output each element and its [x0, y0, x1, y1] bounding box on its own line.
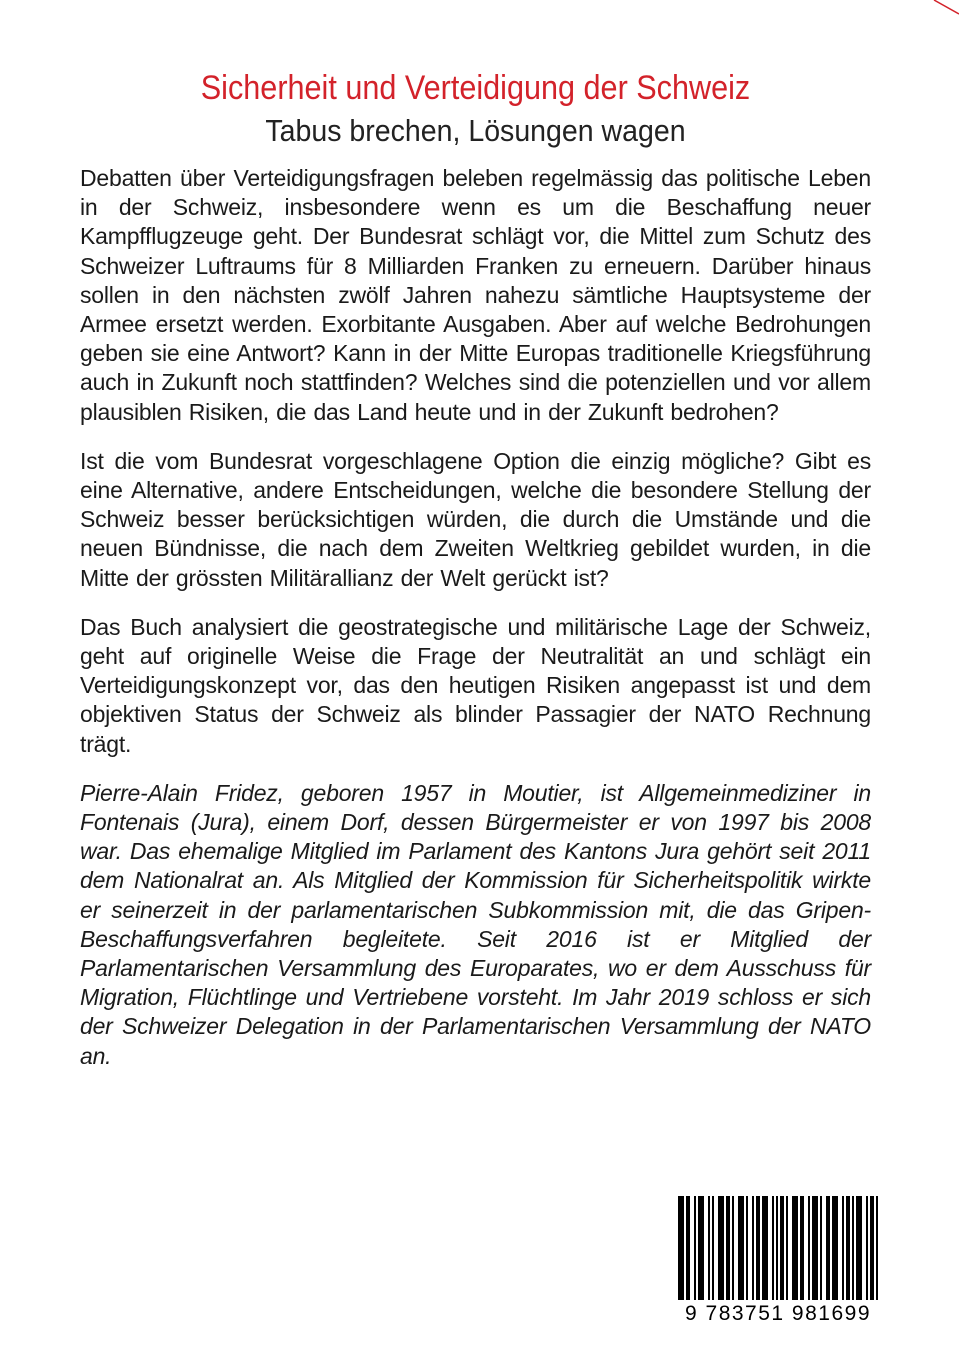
- barcode-bar: [870, 1196, 872, 1300]
- barcode-bar: [762, 1196, 764, 1300]
- barcode-bar: [682, 1196, 684, 1300]
- barcode-bar: [720, 1196, 722, 1300]
- author-bio: Pierre-Alain Fridez, geboren 1957 in Moutier, ist Allgemeinmediziner in Fontenais (Jura), einem Dorf, dessen Bürgermeister er von 1997 bis 2008 war. Das ehemalige Mitglied im Parlament des Kantons Jura gehört seit 2011 dem Nationalrat an. Als Mitglied der Kommission für Sicherheitspolitik wirkte er seinerzeit in der parlamentarischen Subkommission mit, die das Gripen-Beschaffungsverfahren begleitete. Seit 2016 ist er Mitglied der Parlamentarischen Versammlung des Europarates, wo er dem Ausschuss für Migration, Flüchtlinge und Vertriebene vorsteht. Im Jahr 2019 schloss er sich der Schweizer Delegation in der Parlamentarischen Versammlung der NATO an.: [80, 779, 871, 1069]
- barcode-bar: [776, 1196, 778, 1300]
- barcode-bar: [846, 1196, 848, 1300]
- barcode-bar: [816, 1196, 818, 1300]
- barcode-bar: [780, 1196, 782, 1300]
- barcode-bar: [764, 1196, 766, 1300]
- barcode-bar: [814, 1196, 816, 1300]
- book-subtitle: Tabus brechen, Lösungen wagen: [265, 113, 686, 148]
- barcode-bar: [698, 1196, 700, 1300]
- barcode-bar: [718, 1196, 720, 1300]
- barcode-bar: [792, 1196, 794, 1300]
- corner-crop-mark: [929, 0, 959, 20]
- barcode-bar: [752, 1196, 754, 1300]
- barcode-bar: [834, 1196, 836, 1300]
- isbn-number: 9 783751 981699: [685, 1302, 871, 1325]
- barcode-bar: [800, 1196, 802, 1300]
- barcode-bar: [678, 1196, 680, 1300]
- barcode-bar: [700, 1196, 702, 1300]
- isbn-barcode: [678, 1196, 878, 1331]
- barcode-bar: [856, 1196, 858, 1300]
- book-title: Sicherheit und Verteidigung der Schweiz: [200, 69, 751, 107]
- barcode-bar: [796, 1196, 798, 1300]
- barcode-bar: [832, 1196, 834, 1300]
- barcode-bar: [746, 1196, 748, 1300]
- blurb-paragraph-1: Debatten über Verteidigungsfragen beleben regelmässig das politische Leben in der Schweiz, insbesondere wenn es um die Beschaffung neuer Kampfflugzeuge geht. Der Bundesrat schlägt vor, die Mittel zum Schutz des Schweizer Luftraums für 8 Milliarden Franken zu erneuern. Darüber hinaus sollen in den nächsten zwölf Jahren nahezu sämtliche Hauptsysteme der Armee ersetzt werden. Exorbitante Ausgaben. Aber auf welche Bedrohungen geben sie eine Antwort? Kann in der Mitte Europas traditionelle Kriegsführung auch in Zukunft noch stattfinden? Welches sind die potenziellen und vor allem plausiblen Risiken, die das Land heute und in der Zukunft bedrohen?: [80, 165, 871, 425]
- barcode-bar: [876, 1196, 878, 1300]
- blurb-paragraph-2: Ist die vom Bundesrat vorgeschlagene Option die einzig mögliche? Gibt es eine Alternative, andere Entscheidungen, welche die besondere Stellung der Schweiz besser berücksichtigen würden, die durch die Umstände und die neuen Bündnisse, die nach dem Zweiten Weltkrieg gebildet wurden, in die Mitte der grössten Militärallianz der Welt gerückt ist?: [80, 447, 871, 591]
- barcode-bar: [742, 1196, 744, 1300]
- barcode-bar: [808, 1196, 810, 1300]
- barcode-bar: [820, 1196, 822, 1300]
- barcode-bar: [686, 1196, 688, 1300]
- barcode-bar: [782, 1196, 784, 1300]
- barcode-bar: [680, 1196, 682, 1300]
- barcode-bar: [858, 1196, 860, 1300]
- barcode-bar: [694, 1196, 696, 1300]
- barcode-bar: [872, 1196, 874, 1300]
- barcode-bar: [848, 1196, 850, 1300]
- barcode-icon: [678, 1196, 878, 1304]
- barcode-bar: [728, 1196, 730, 1300]
- barcode-bar: [688, 1196, 690, 1300]
- barcode-bar: [842, 1196, 844, 1300]
- barcode-bar: [766, 1196, 768, 1300]
- barcode-bar: [712, 1196, 714, 1300]
- barcode-bar: [738, 1196, 740, 1300]
- barcode-bar: [772, 1196, 774, 1300]
- barcode-bar: [860, 1196, 862, 1300]
- barcode-bar: [756, 1196, 758, 1300]
- barcode-bar: [702, 1196, 704, 1300]
- barcode-bar: [828, 1196, 830, 1300]
- barcode-bar: [812, 1196, 814, 1300]
- barcode-bar: [826, 1196, 828, 1300]
- barcode-bar: [802, 1196, 804, 1300]
- barcode-bar: [866, 1196, 868, 1300]
- barcode-bar: [726, 1196, 728, 1300]
- blurb-paragraph-3: Das Buch analysiert die geostrategische und militärische Lage der Schweiz, geht auf originelle Weise die Frage der Neutralität an und schlägt ein Verteidigungskonzept vor, das den heutigen Risiken angepasst ist und dem objektiven Status der Schweiz als blinder Passagier der NATO Rechnung trägt.: [80, 613, 871, 757]
- barcode-bar: [758, 1196, 760, 1300]
- barcode-bar: [708, 1196, 710, 1300]
- barcode-bar: [786, 1196, 788, 1300]
- barcode-bar: [852, 1196, 854, 1300]
- barcode-bar: [722, 1196, 724, 1300]
- barcode-bar: [794, 1196, 796, 1300]
- back-cover-content: [80, 66, 871, 1091]
- barcode-bar: [836, 1196, 838, 1300]
- barcode-bar: [732, 1196, 734, 1300]
- barcode-bar: [740, 1196, 742, 1300]
